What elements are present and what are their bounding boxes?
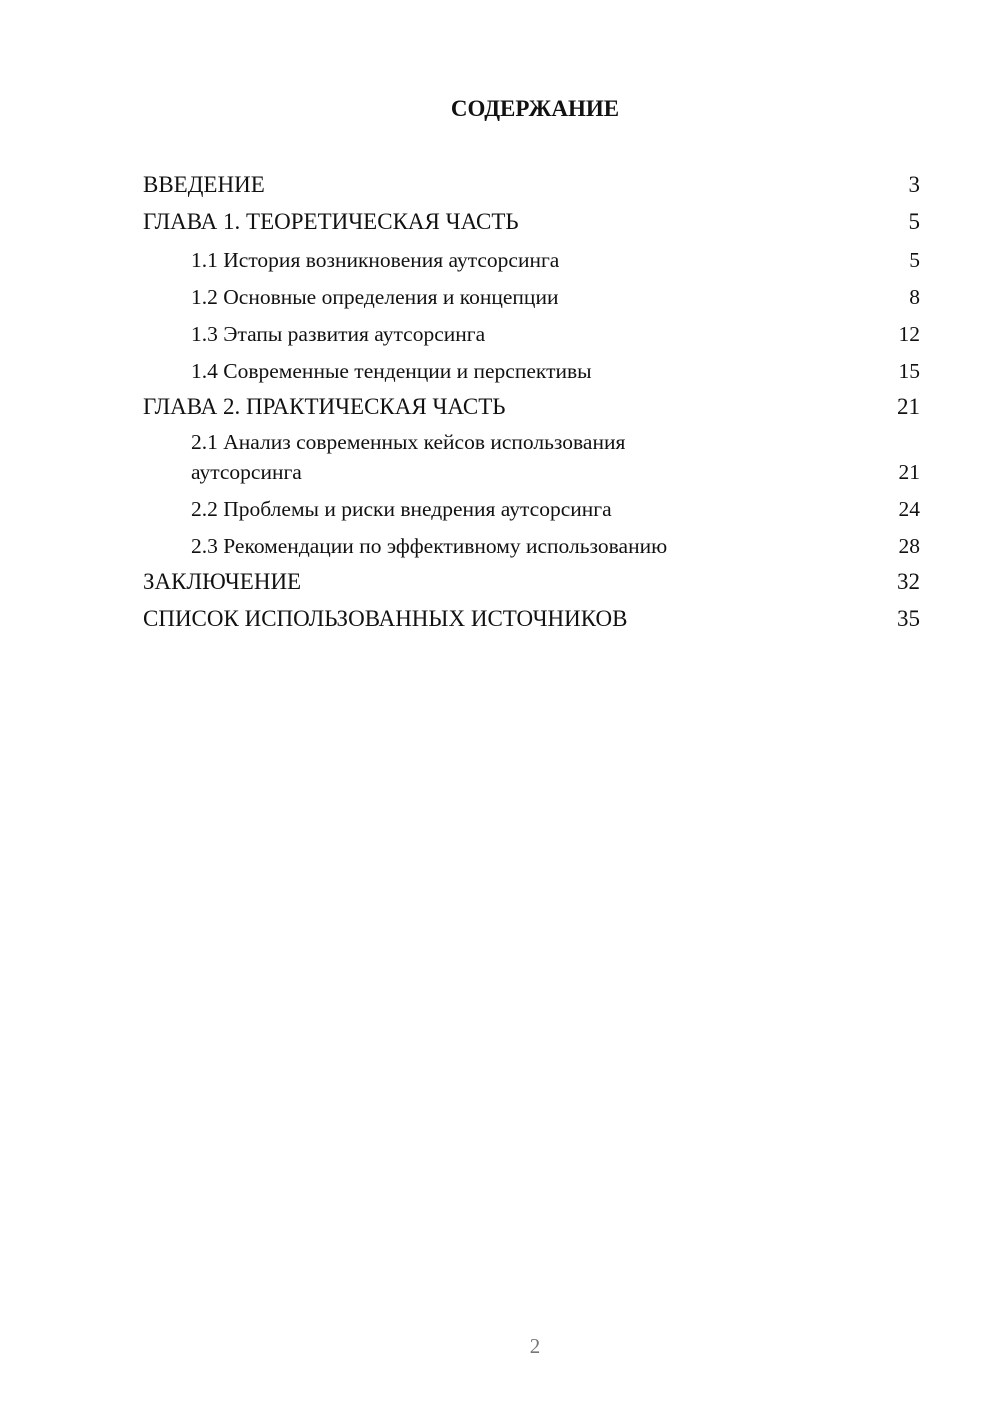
toc-entry-page: 32 bbox=[897, 569, 920, 594]
page-number: 2 bbox=[529, 1334, 541, 1358]
toc-entry-page: 28 bbox=[898, 534, 920, 558]
toc-entry-references[interactable] bbox=[143, 602, 920, 639]
toc-entry-page: 3 bbox=[908, 172, 920, 197]
toc-entry-page: 5 bbox=[909, 248, 920, 272]
toc-entry-label: 1.1 История возникновения аутсорсинга bbox=[191, 248, 560, 272]
toc-entry-page: 8 bbox=[909, 285, 920, 309]
toc-entry-page: 15 bbox=[898, 359, 920, 383]
toc-entry-page: 24 bbox=[898, 497, 920, 521]
table-of-contents bbox=[143, 168, 920, 639]
toc-entry-label: 2.2 Проблемы и риски внедрения аутсорсинга bbox=[191, 497, 612, 521]
toc-entry-page: 5 bbox=[908, 209, 920, 234]
toc-entry-chapter-2[interactable] bbox=[143, 390, 920, 427]
toc-entry-page: 21 bbox=[897, 394, 920, 419]
toc-entry-section-1-4[interactable] bbox=[143, 353, 920, 390]
toc-entry-section-1-1[interactable] bbox=[143, 242, 920, 279]
toc-entry-page: 21 bbox=[898, 460, 920, 484]
toc-entry-page: 35 bbox=[897, 606, 920, 631]
toc-entry-label: 1.4 Современные тенденции и перспективы bbox=[191, 359, 592, 383]
toc-entry-page: 12 bbox=[898, 322, 920, 346]
toc-entry-label: 2.3 Рекомендации по эффективному использованию bbox=[191, 534, 668, 558]
toc-entry-label: СПИСОК ИСПОЛЬЗОВАННЫХ ИСТОЧНИКОВ bbox=[143, 606, 628, 631]
toc-entry-label: 1.2 Основные определения и концепции bbox=[191, 285, 559, 309]
page-title: СОДЕРЖАНИЕ bbox=[450, 96, 620, 121]
toc-entry-label: ГЛАВА 1. ТЕОРЕТИЧЕСКАЯ ЧАСТЬ bbox=[143, 209, 519, 234]
toc-entry-label: 1.3 Этапы развития аутсорсинга bbox=[191, 322, 486, 346]
toc-entry-section-1-3[interactable] bbox=[143, 316, 920, 353]
toc-entry-label: 2.1 Анализ современных кейсов использования аутсорсинга bbox=[191, 430, 626, 484]
toc-entry-section-2-2[interactable] bbox=[143, 491, 920, 528]
toc-entry-label: ГЛАВА 2. ПРАКТИЧЕСКАЯ ЧАСТЬ bbox=[143, 394, 506, 419]
toc-entry-section-2-1[interactable] bbox=[143, 427, 920, 491]
toc-entry-section-1-2[interactable] bbox=[143, 279, 920, 316]
toc-entry-label: ЗАКЛЮЧЕНИЕ bbox=[143, 569, 302, 594]
toc-entry-label: ВВЕДЕНИЕ bbox=[143, 172, 265, 197]
toc-entry-chapter-1[interactable] bbox=[143, 205, 920, 242]
toc-entry-conclusion[interactable] bbox=[143, 565, 920, 602]
toc-entry-section-2-3[interactable] bbox=[143, 528, 920, 565]
toc-entry-introduction[interactable] bbox=[143, 168, 920, 205]
